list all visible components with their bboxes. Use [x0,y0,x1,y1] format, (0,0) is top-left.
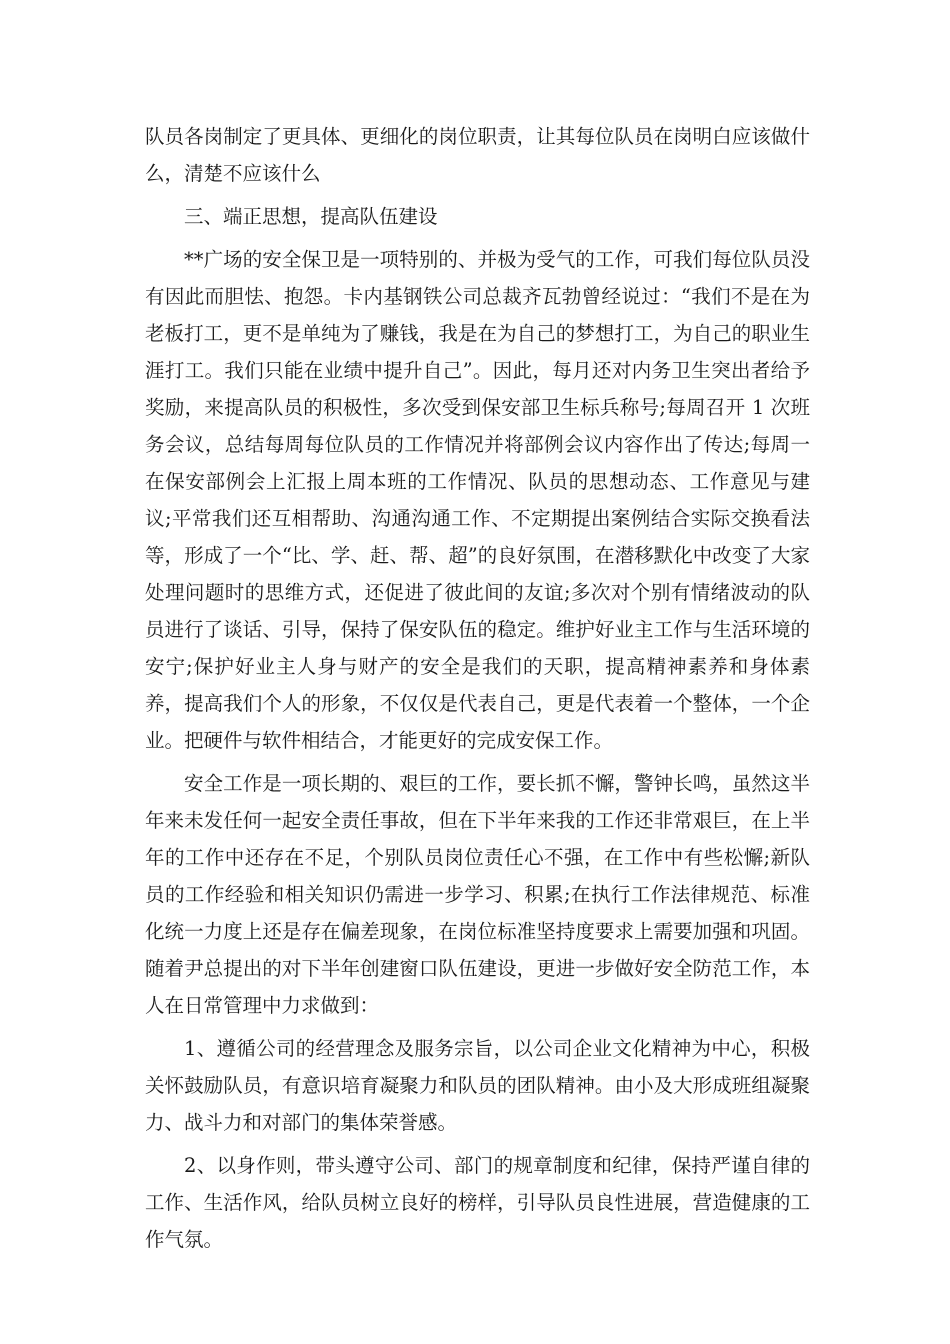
section-heading: 三、端正思想，提高队伍建设 [184,205,438,228]
list-item: 2、以身作则，带头遵守公司、部门的规章制度和纪律，保持严谨自律的工作、生活作风，给队员树立良好的榜样，引导队员良性进展，营造健康的工作气氛。 [145,1154,810,1251]
list-item: 1、遵循公司的经营理念及服务宗旨，以公司企业文化精神为中心，积极关怀鼓励队员，有意识培育凝聚力和队员的团队精神。由小及大形成班组凝聚力、战斗力和对部门的集体荣誉感。 [145,1037,810,1134]
document-body [145,118,810,1264]
paragraph-body: **广场的安全保卫是一项特别的、并极为受气的工作，可我们每位队员没有因此而胆怯、抱怨。卡内基钢铁公司总裁齐瓦勃曾经说过：“我们不是在为老板打工，更不是单纯为了赚钱，我是在为自己的梦想打工，为自己的职业生涯打工。我们只能在业绩中提升自己”。因此，每月还对内务卫生突出者给予奖励，来提高队员的积极性，多次受到保安部卫生标兵称号;每周召开 1 次班务会议，总结每周每位队员的工作情况并将部例会议内容作出了传达;每周一在保安部例会上汇报上周本班的工作情况、队员的思想动态、工作意见与建议;平常我们还互相帮助、沟通沟通工作、不定期提出案例结合实际交换看法等，形成了一个“比、学、赶、帮、超”的良好氛围，在潜移默化中改变了大家处理问题时的思维方式，还促进了彼此间的友谊;多次对个别有情绪波动的队员进行了谈话、引导，保持了保安队伍的稳定。维护好业主工作与生活环境的安宁;保护好业主人身与财产的安全是我们的天职，提高精神素养和身体素养，提高我们个人的形象，不仅仅是代表自己，更是代表着一个整体，一个企业。把硬件与软件相结合，才能更好的完成安保工作。 [145,248,810,752]
paragraph-continuation: 队员各岗制定了更具体、更细化的岗位职责，让其每位队员在岗明白应该做什么，清楚不应该什么 [145,125,810,185]
paragraph-body: 安全工作是一项长期的、艰巨的工作，要长抓不懈，警钟长鸣，虽然这半年来未发任何一起安全责任事故，但在下半年来我的工作还非常艰巨，在上半年的工作中还存在不足，个别队员岗位责任心不强，在工作中有些松懈;新队员的工作经验和相关知识仍需进一步学习、积累;在执行工作法律规范、标准化统一力度上还是存在偏差现象，在岗位标准坚持度要求上需要加强和巩固。随着尹总提出的对下半年创建窗口队伍建设，更进一步做好安全防范工作，本人在日常管理中力求做到： [145,772,810,1017]
